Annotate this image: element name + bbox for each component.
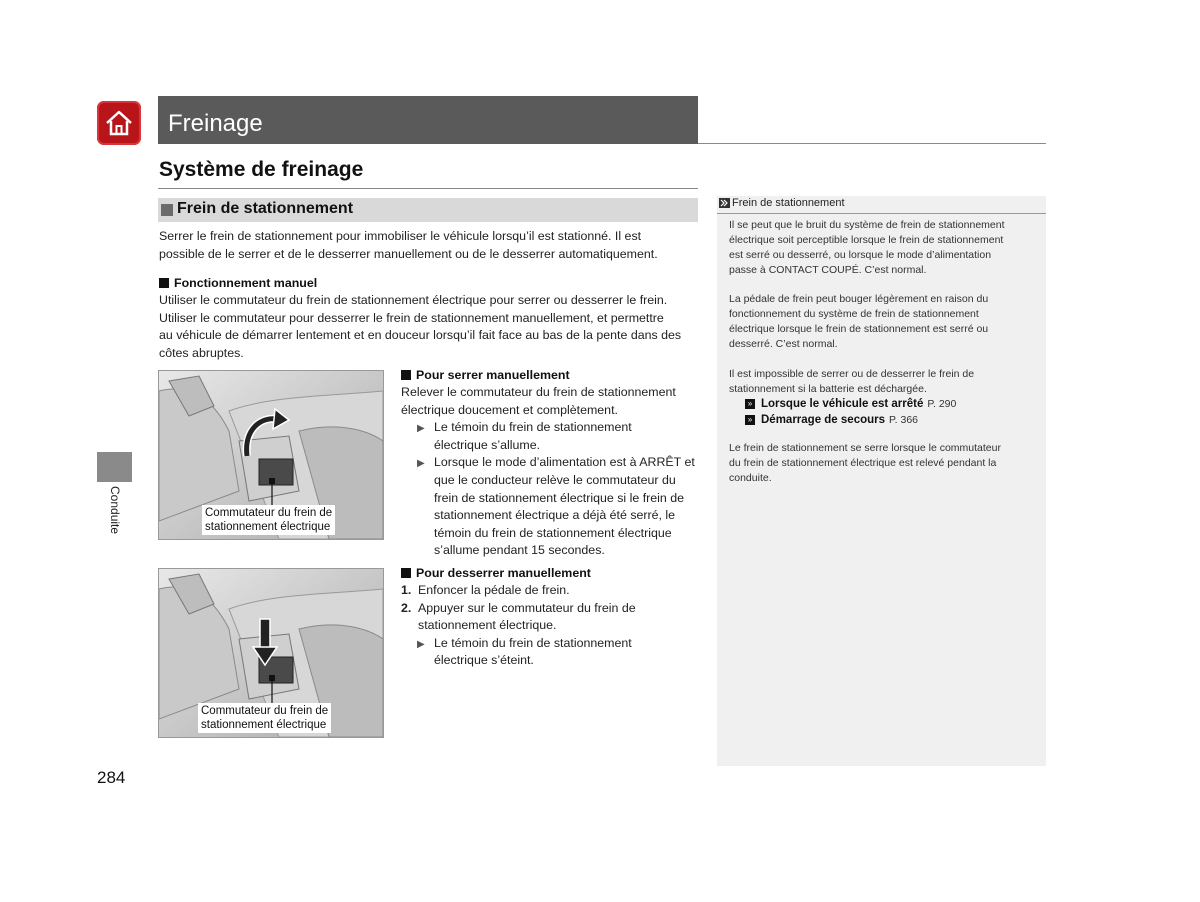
intro-line: Serrer le frein de stationnement pour immobiliser le véhicule lorsqu’il est stationné. Il est bbox=[159, 229, 642, 243]
step-number: 2. bbox=[401, 600, 412, 615]
square-bullet-icon bbox=[401, 568, 411, 578]
intro-line: possible de le serrer et de le desserrer manuellement ou de le desserrer automatiquement. bbox=[159, 246, 658, 261]
figure-caption bbox=[202, 505, 335, 535]
intro-paragraph bbox=[159, 228, 658, 263]
square-bullet-icon bbox=[159, 278, 169, 288]
apply-line: électrique doucement et complètement. bbox=[401, 402, 618, 417]
section-title: Système de freinage bbox=[159, 158, 364, 181]
note-line: conduite. bbox=[729, 472, 772, 484]
triangle-right-icon: ▶ bbox=[417, 458, 425, 470]
release-heading bbox=[401, 566, 591, 580]
caption-line: Commutateur du frein de bbox=[201, 705, 329, 717]
reference-label: Lorsque le véhicule est arrêté bbox=[761, 398, 924, 410]
subsection-title: Frein de stationnement bbox=[177, 200, 354, 217]
bullet-line: stationnement électrique a déjà été serré, le bbox=[434, 508, 676, 523]
reference-arrow-icon: » bbox=[745, 399, 755, 409]
note-arrow-icon bbox=[719, 198, 730, 208]
note-header bbox=[719, 197, 845, 209]
apply-line: Relever le commutateur du frein de stationnement bbox=[401, 385, 676, 399]
step-line: stationnement électrique. bbox=[418, 618, 557, 633]
page-number: 284 bbox=[97, 768, 126, 787]
note-header-text: Frein de stationnement bbox=[732, 197, 845, 209]
figure-caption bbox=[198, 703, 331, 733]
manual-heading-text: Fonctionnement manuel bbox=[174, 276, 318, 290]
bullet-line: Le témoin du frein de stationnement bbox=[434, 420, 632, 435]
apply-heading bbox=[401, 368, 570, 382]
section-divider bbox=[158, 188, 698, 189]
apply-heading-text: Pour serrer manuellement bbox=[416, 368, 570, 382]
chapter-side-label: Conduite bbox=[108, 486, 122, 535]
note-line: Il se peut que le bruit du système de frein de stationnement bbox=[729, 219, 1005, 231]
manual-line: Utiliser le commutateur pour desserrer le frein de stationnement manuellement, et permettre bbox=[159, 310, 664, 325]
note-line: électrique soit perceptible lorsque le frein de stationnement bbox=[729, 234, 1004, 246]
note-paragraph-1 bbox=[729, 218, 1039, 278]
manual-line: côtes abruptes. bbox=[159, 345, 244, 360]
note-line: stationnement si la batterie est déchargée. bbox=[729, 383, 927, 395]
note-line: passe à CONTACT COUPÉ. C’est normal. bbox=[729, 264, 927, 276]
note-line: desserré. C’est normal. bbox=[729, 338, 838, 350]
release-heading-text: Pour desserrer manuellement bbox=[416, 566, 591, 580]
bullet-line: s’allume pendant 15 secondes. bbox=[434, 543, 605, 558]
bullet-line: Le témoin du frein de stationnement bbox=[434, 635, 632, 650]
bullet-line: électrique s’allume. bbox=[434, 437, 541, 452]
reference-label: Démarrage de secours bbox=[761, 414, 886, 426]
bullet-line: Lorsque le mode d’alimentation est à ARRÊT et bbox=[434, 455, 695, 470]
apply-bullet-1 bbox=[401, 419, 701, 454]
chapter-side-tab bbox=[97, 452, 132, 482]
manual-paragraph bbox=[159, 292, 681, 362]
square-bullet-icon bbox=[401, 370, 411, 380]
manual-line: Utiliser le commutateur du frein de stationnement électrique pour serrer ou desserrer le frein. bbox=[159, 293, 668, 307]
note-references bbox=[745, 396, 956, 428]
bullet-line: frein de stationnement électrique si le frein de bbox=[434, 490, 685, 505]
release-step-1 bbox=[401, 582, 701, 600]
manual-line: au véhicule de démarrer lentement et en douceur lorsqu’il fait face au bas de la pente dans des bbox=[159, 328, 682, 343]
triangle-right-icon: ▶ bbox=[417, 423, 425, 435]
step-number: 1. bbox=[401, 583, 412, 597]
caption-line: stationnement électrique bbox=[201, 719, 327, 731]
apply-bullet-2 bbox=[401, 454, 701, 560]
release-step-2 bbox=[401, 600, 701, 635]
note-line: fonctionnement du système de frein de stationnement bbox=[729, 308, 979, 320]
bullet-line: témoin du frein de stationnement électrique bbox=[434, 525, 672, 540]
release-text bbox=[401, 582, 701, 670]
home-button[interactable] bbox=[97, 101, 141, 145]
header-divider bbox=[698, 143, 1046, 144]
note-line: La pédale de frein peut bouger légèrement en raison du bbox=[729, 293, 989, 305]
note-line: du frein de stationnement électrique est relevé pendant la bbox=[729, 457, 997, 469]
reference-page: P. 290 bbox=[927, 398, 957, 410]
bullet-line: que le conducteur relève le commutateur du bbox=[434, 472, 676, 487]
manual-heading bbox=[159, 276, 317, 290]
subsection-square-icon bbox=[161, 204, 173, 216]
release-bullet-1 bbox=[401, 635, 701, 670]
figure-release-switch bbox=[158, 568, 384, 738]
note-line: est serré ou desserré, ou lorsque le mode d’alimentation bbox=[729, 249, 992, 261]
caption-line: Commutateur du frein de bbox=[205, 507, 333, 519]
note-line: Le frein de stationnement se serre lorsque le commutateur bbox=[729, 442, 1001, 454]
figure-apply-switch bbox=[158, 370, 384, 540]
apply-text bbox=[401, 384, 701, 560]
home-icon bbox=[104, 109, 134, 137]
reference-link-stopped[interactable] bbox=[745, 396, 956, 412]
step-line: Appuyer sur le commutateur du frein de bbox=[418, 600, 636, 615]
chapter-title: Freinage bbox=[168, 110, 263, 137]
note-paragraph-4 bbox=[729, 441, 1039, 486]
reference-page: P. 366 bbox=[889, 414, 919, 426]
note-paragraph-2 bbox=[729, 292, 1039, 352]
caption-line: stationnement électrique bbox=[205, 521, 331, 533]
note-line: Il est impossible de serrer ou de desserrer le frein de bbox=[729, 368, 975, 380]
reference-link-emergency[interactable] bbox=[745, 412, 956, 428]
triangle-right-icon: ▶ bbox=[417, 638, 425, 650]
note-paragraph-3 bbox=[729, 367, 1039, 397]
bullet-line: électrique s’éteint. bbox=[434, 653, 534, 668]
note-line: électrique lorsque le frein de stationnement est serré ou bbox=[729, 323, 989, 335]
step-line: Enfoncer la pédale de frein. bbox=[418, 583, 570, 597]
reference-arrow-icon: » bbox=[745, 415, 755, 425]
